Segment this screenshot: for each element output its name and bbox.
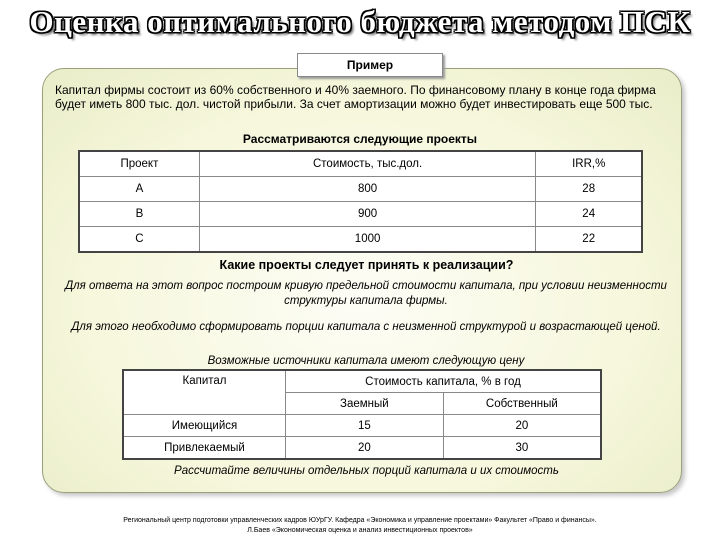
- header-irr: IRR,%: [536, 151, 642, 177]
- cell-capital-type: Привлекаемый: [123, 437, 286, 460]
- answer-text: Для ответа на этот вопрос построим кривую предельной стоимости капитала, при условии неизменности структуры капитала фирмы.: [65, 280, 667, 307]
- cell-irr: 22: [536, 227, 642, 253]
- footer-line-1: Региональный центр подготовки управленческих кадров ЮУрГУ. Кафедра «Экономика и управление проектами» Факультет «Право и финансы».: [123, 517, 597, 524]
- cell-irr: 28: [536, 177, 642, 202]
- table-header-row: [123, 370, 601, 393]
- header-cost: Стоимость, тыс.дол.: [199, 151, 536, 177]
- header-capital-cost: Стоимость капитала, % в год: [286, 370, 601, 393]
- header-capital: Капитал: [123, 370, 286, 415]
- cell-equity-cost: 30: [443, 437, 601, 460]
- cell-cost: 900: [199, 202, 536, 227]
- table-row: [79, 202, 642, 227]
- table-header-row: [79, 151, 642, 177]
- question-heading: Какие проекты следует принять к реализации?: [219, 258, 514, 272]
- cell-debt-cost: 20: [286, 437, 444, 460]
- intro-text: Капитал фирмы состоит из 60% собственного и 40% заемного. По финансовому плану в конце года фирма будет иметь 800 тыс. дол. чистой прибыли. За счет амортизации можно будет инвестировать еще 500 тыс.: [55, 83, 656, 111]
- cell-cost: 1000: [199, 227, 536, 253]
- footer: [60, 516, 660, 536]
- compute-instruction: Рассчитайте величины отдельных порций капитала и их стоимость: [174, 465, 559, 477]
- cell-project: B: [79, 202, 199, 227]
- sources-text: Возможные источники капитала имеют следующую цену: [207, 355, 525, 367]
- cell-project: A: [79, 177, 199, 202]
- capital-cost-table: [122, 369, 602, 460]
- footer-line-2: Л.Баев «Экономическая оценка и анализ инвестиционных проектов»: [247, 527, 473, 534]
- cell-equity-cost: 20: [443, 415, 601, 437]
- cell-debt-cost: 15: [286, 415, 444, 437]
- cell-capital-type: Имеющийся: [123, 415, 286, 437]
- subheader-equity: Собственный: [443, 393, 601, 415]
- cell-project: C: [79, 227, 199, 253]
- table-row: [79, 227, 642, 253]
- table-row: [123, 415, 601, 437]
- cell-irr: 24: [536, 202, 642, 227]
- projects-heading: Рассматриваются следующие проекты: [242, 132, 478, 146]
- header-project: Проект: [79, 151, 199, 177]
- portions-text: Для этого необходимо сформировать порции капитала с неизменной структурой и возрастающей ценой.: [71, 321, 661, 333]
- table-row: [123, 437, 601, 460]
- projects-table: [78, 150, 643, 253]
- example-label: Пример: [297, 53, 443, 77]
- table-row: [79, 177, 642, 202]
- slide-title: Оценка оптимального бюджета методом ПСК: [29, 4, 691, 39]
- cell-cost: 800: [199, 177, 536, 202]
- subheader-debt: Заемный: [286, 393, 444, 415]
